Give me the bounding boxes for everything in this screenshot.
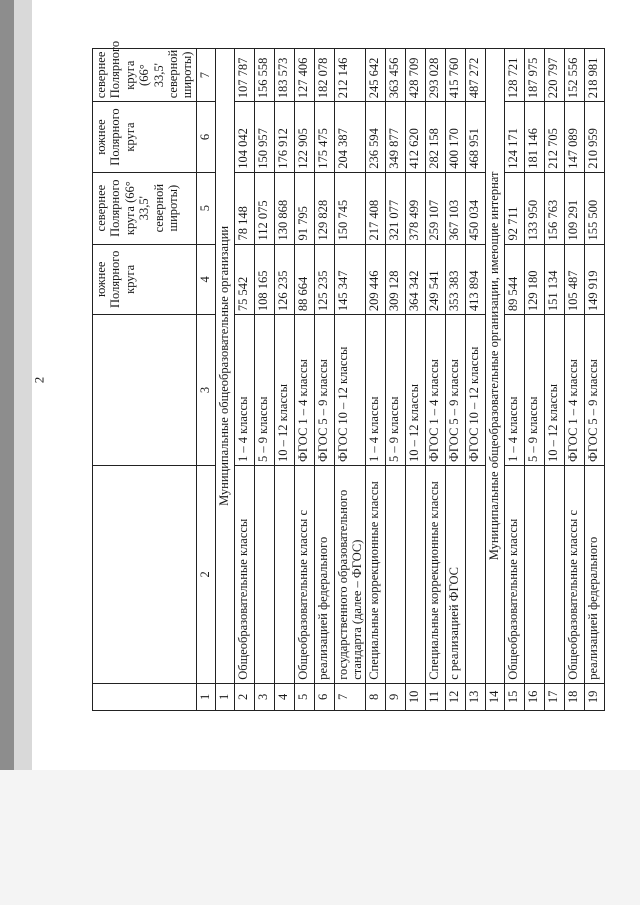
value-north-2: 107 787 (234, 49, 254, 102)
value-south-1: 309 128 (386, 244, 406, 315)
value-south-2: 412 620 (406, 102, 426, 173)
table-row (406, 49, 426, 711)
table-body (93, 40, 605, 711)
section-row (215, 49, 234, 711)
header-cell-6: южнее Полярного круга (93, 102, 197, 173)
value-south-1: 125 235 (314, 244, 334, 315)
column-index: 7 (196, 49, 215, 102)
category-cell: Общеобразовательные классы (505, 466, 525, 684)
value-north-2: 128 721 (505, 49, 525, 102)
value-north-1: 367 103 (446, 172, 466, 244)
class-group-cell: 10 – 12 классы (545, 315, 565, 466)
class-group-cell: 5 – 9 классы (254, 315, 274, 466)
value-north-1: 109 291 (565, 172, 585, 244)
value-south-2: 210 959 (585, 102, 605, 173)
rotated-table-wrapper (92, 40, 627, 711)
category-cell (254, 466, 274, 684)
value-south-1: 88 664 (294, 244, 314, 315)
table-row (366, 49, 386, 711)
row-number: 6 (314, 683, 334, 710)
value-south-2: 176 912 (274, 102, 294, 173)
table-row (545, 49, 565, 711)
column-index-row (196, 49, 215, 711)
value-north-2: 220 797 (545, 49, 565, 102)
class-group-cell: 5 – 9 классы (386, 315, 406, 466)
table-row (274, 49, 294, 711)
class-group-cell: 1 – 4 классы (505, 315, 525, 466)
value-north-2: 152 556 (565, 49, 585, 102)
class-group-cell: 10 – 12 классы (406, 315, 426, 466)
category-cell (466, 466, 486, 684)
value-north-1: 155 500 (585, 172, 605, 244)
table-row (565, 49, 585, 711)
category-cell: реализацией федерального (314, 466, 334, 684)
value-south-1: 209 446 (366, 244, 386, 315)
table-row (386, 49, 406, 711)
class-group-cell: ФГОС 5 – 9 классы (314, 315, 334, 466)
row-number: 1 (215, 683, 234, 710)
value-south-1: 75 542 (234, 244, 254, 315)
value-north-2: 428 709 (406, 49, 426, 102)
class-group-cell: ФГОС 10 – 12 классы (334, 315, 366, 466)
class-group-cell: ФГОС 1 – 4 классы (426, 315, 446, 466)
header-cell-1 (93, 683, 197, 710)
class-group-cell: ФГОС 10 – 12 классы (466, 315, 486, 466)
column-index: 2 (196, 466, 215, 684)
value-south-2: 124 171 (505, 102, 525, 173)
value-south-1: 129 180 (525, 244, 545, 315)
category-cell (525, 466, 545, 684)
header-cell-3 (93, 315, 197, 466)
row-number: 8 (366, 683, 386, 710)
column-index: 1 (196, 683, 215, 710)
header-cell-2 (93, 466, 197, 684)
tariff-table (92, 40, 605, 711)
value-south-2: 400 170 (446, 102, 466, 173)
value-north-1: 133 950 (525, 172, 545, 244)
category-cell: Общеобразовательные классы с (294, 466, 314, 684)
section-title: Муниципальные общеобразовательные организации (215, 49, 234, 684)
value-south-1: 108 165 (254, 244, 274, 315)
row-number: 12 (446, 683, 466, 710)
value-south-1: 353 383 (446, 244, 466, 315)
row-number: 3 (254, 683, 274, 710)
row-number: 13 (466, 683, 486, 710)
category-cell (545, 466, 565, 684)
class-group-cell: ФГОС 1 – 4 классы (294, 315, 314, 466)
class-group-cell: 5 – 9 классы (525, 315, 545, 466)
row-number: 2 (234, 683, 254, 710)
header-row (93, 49, 197, 711)
row-number: 15 (505, 683, 525, 710)
value-south-1: 145 347 (334, 244, 366, 315)
page-number: 2 (31, 376, 47, 384)
scan-bottom-area (0, 770, 640, 905)
row-number: 7 (334, 683, 366, 710)
value-south-2: 175 475 (314, 102, 334, 173)
table-row (334, 49, 366, 711)
table-row (525, 49, 545, 711)
value-south-2: 282 158 (426, 102, 446, 173)
column-index: 5 (196, 172, 215, 244)
category-cell: Общеобразовательные классы с (565, 466, 585, 684)
column-index: 4 (196, 244, 215, 315)
value-north-2: 245 642 (366, 49, 386, 102)
class-group-cell: ФГОС 5 – 9 классы (446, 315, 466, 466)
value-south-1: 151 134 (545, 244, 565, 315)
column-index: 3 (196, 315, 215, 466)
section-title: Муниципальные общеобразовательные организации, имеющие интернат (486, 49, 505, 684)
table-row (446, 49, 466, 711)
class-group-cell: 10 – 12 классы (274, 315, 294, 466)
table-row (466, 49, 486, 711)
column-index: 6 (196, 102, 215, 173)
value-south-2: 349 877 (386, 102, 406, 173)
value-north-2: 293 028 (426, 49, 446, 102)
class-group-cell: ФГОС 1 – 4 классы (565, 315, 585, 466)
section-row (486, 49, 505, 711)
row-number: 19 (585, 683, 605, 710)
value-north-1: 129 828 (314, 172, 334, 244)
row-number: 10 (406, 683, 426, 710)
table-row (294, 49, 314, 711)
row-number: 9 (386, 683, 406, 710)
row-number: 4 (274, 683, 294, 710)
table-row (585, 49, 605, 711)
row-number: 11 (426, 683, 446, 710)
value-north-1: 259 107 (426, 172, 446, 244)
value-south-1: 89 544 (505, 244, 525, 315)
value-north-1: 112 075 (254, 172, 274, 244)
value-north-1: 217 408 (366, 172, 386, 244)
value-north-2: 183 573 (274, 49, 294, 102)
value-south-2: 147 089 (565, 102, 585, 173)
value-south-2: 236 594 (366, 102, 386, 173)
value-south-2: 204 387 (334, 102, 366, 173)
row-number: 5 (294, 683, 314, 710)
category-cell (406, 466, 426, 684)
value-north-1: 92 711 (505, 172, 525, 244)
table-row (426, 49, 446, 711)
value-north-1: 321 077 (386, 172, 406, 244)
value-north-1: 130 868 (274, 172, 294, 244)
value-south-2: 468 951 (466, 102, 486, 173)
class-group-cell: ФГОС 5 – 9 классы (585, 315, 605, 466)
header-cell-5: севернее Полярного круга (66° 33,5' северной широты) (93, 172, 197, 244)
value-south-2: 181 146 (525, 102, 545, 173)
class-group-cell: 1 – 4 классы (366, 315, 386, 466)
value-north-1: 150 745 (334, 172, 366, 244)
category-cell: государственного образовательного стандарта (далее – ФГОС) (334, 466, 366, 684)
value-south-1: 249 541 (426, 244, 446, 315)
value-north-2: 363 456 (386, 49, 406, 102)
value-north-2: 218 981 (585, 49, 605, 102)
header-cell-4: южнее Полярного круга (93, 244, 197, 315)
row-number: 16 (525, 683, 545, 710)
value-south-1: 149 919 (585, 244, 605, 315)
row-number: 18 (565, 683, 585, 710)
value-south-2: 150 957 (254, 102, 274, 173)
category-cell (274, 466, 294, 684)
value-north-2: 127 406 (294, 49, 314, 102)
value-south-1: 364 342 (406, 244, 426, 315)
value-north-2: 212 146 (334, 49, 366, 102)
table-row (234, 49, 254, 711)
row-number: 17 (545, 683, 565, 710)
table-row (254, 49, 274, 711)
category-cell: с реализацией ФГОС (446, 466, 466, 684)
category-cell: реализацией федерального (585, 466, 605, 684)
value-north-2: 187 975 (525, 49, 545, 102)
table-row (505, 49, 525, 711)
value-north-2: 156 558 (254, 49, 274, 102)
value-south-1: 105 487 (565, 244, 585, 315)
value-north-1: 78 148 (234, 172, 254, 244)
category-cell: Общеобразовательные классы (234, 466, 254, 684)
header-cell-7: севернее Полярного круга (66° 33,5' северной широты) (93, 49, 197, 102)
category-cell: Специальные коррекционные классы (366, 466, 386, 684)
value-north-1: 450 034 (466, 172, 486, 244)
category-cell: Специальные коррекционные классы (426, 466, 446, 684)
value-north-1: 91 795 (294, 172, 314, 244)
value-north-1: 378 499 (406, 172, 426, 244)
class-group-cell: 1 – 4 классы (234, 315, 254, 466)
category-cell (386, 466, 406, 684)
value-south-2: 122 905 (294, 102, 314, 173)
value-south-1: 126 235 (274, 244, 294, 315)
value-south-1: 413 894 (466, 244, 486, 315)
value-south-2: 104 042 (234, 102, 254, 173)
table-row (314, 49, 334, 711)
value-south-2: 212 705 (545, 102, 565, 173)
row-number: 14 (486, 683, 505, 710)
value-north-2: 182 078 (314, 49, 334, 102)
value-north-2: 487 272 (466, 49, 486, 102)
value-north-2: 415 760 (446, 49, 466, 102)
value-north-1: 156 763 (545, 172, 565, 244)
